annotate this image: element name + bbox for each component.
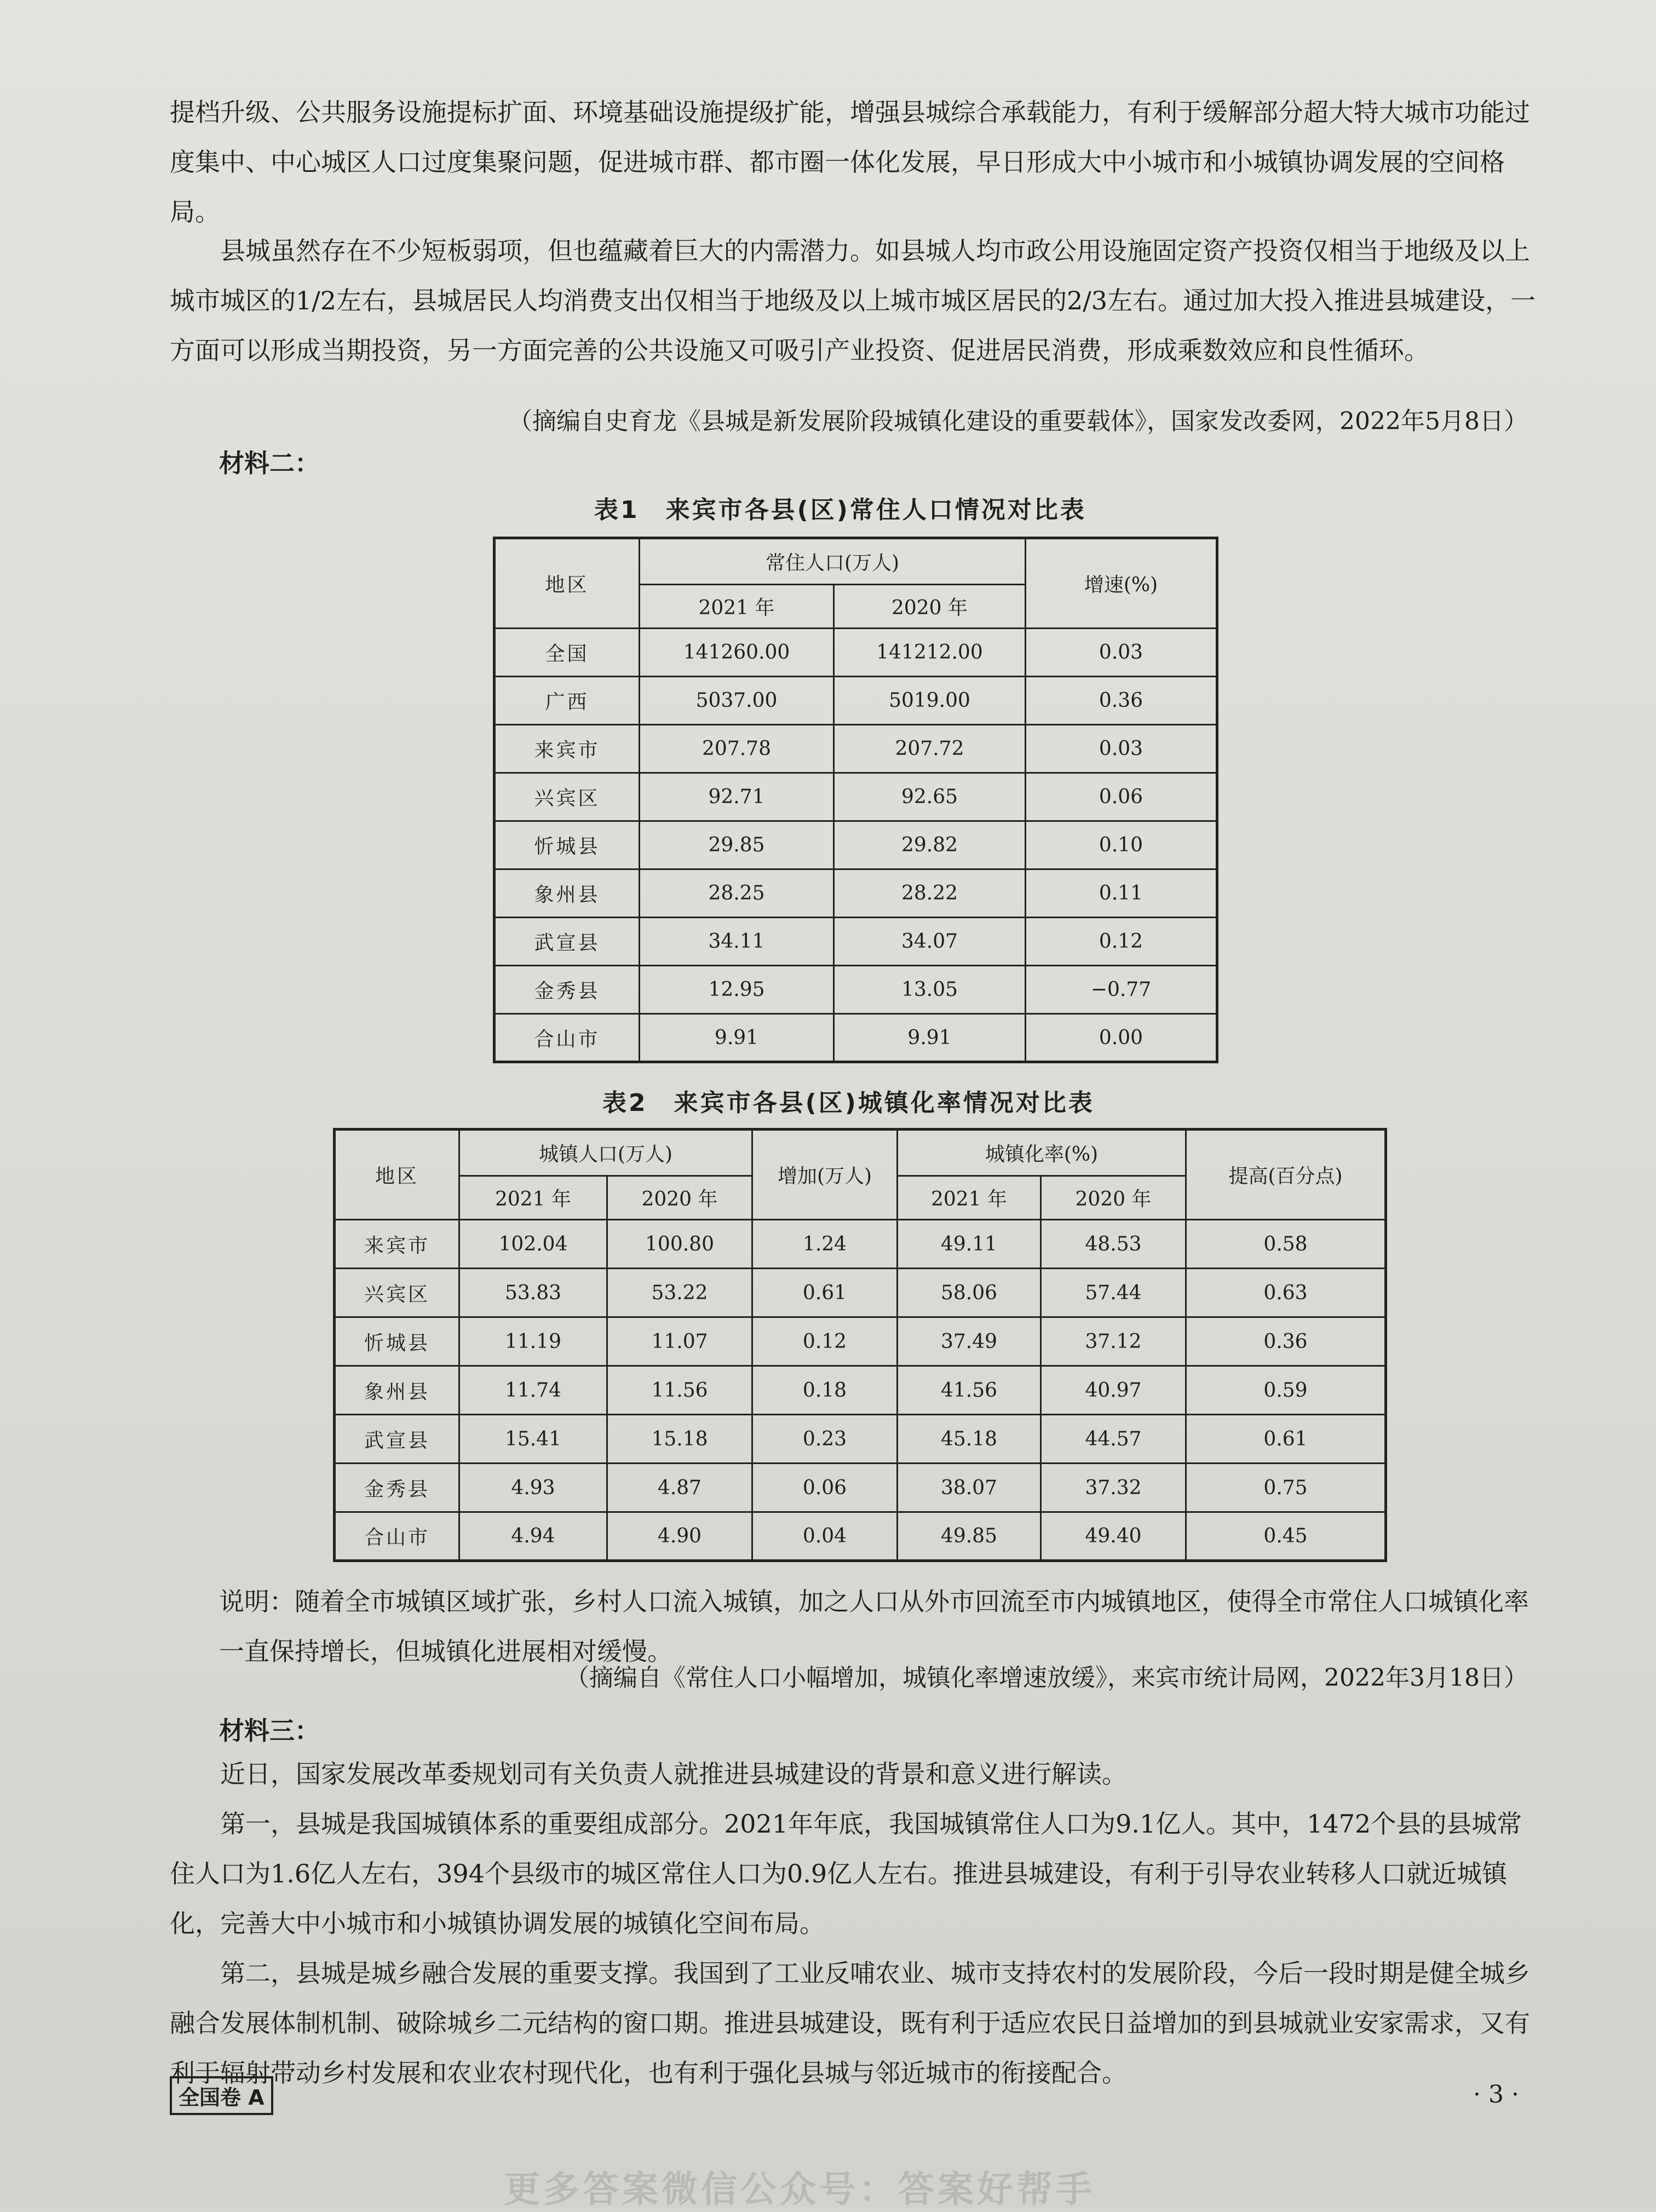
table2-cell-p2021: 102.04 (459, 1220, 607, 1269)
table2-cell-inc: 0.23 (752, 1415, 898, 1464)
table2-cell-inc: 0.06 (752, 1464, 898, 1512)
table2-header-urbanization-rate: 城镇化率(%) (898, 1130, 1186, 1176)
table-row (335, 1464, 1386, 1512)
table2-cell-r2021: 58.06 (898, 1269, 1041, 1317)
table2-cell-r2021: 41.56 (898, 1366, 1041, 1415)
table1-header-growth: 增速(%) (1026, 538, 1217, 629)
table1-cell-region: 全国 (495, 629, 640, 677)
table1-cell-y2020: 34.07 (834, 918, 1026, 966)
table1-cell-region: 象州县 (495, 869, 640, 918)
table1-cell-region: 来宾市 (495, 725, 640, 773)
table1-population (493, 537, 1218, 1063)
table1-cell-y2021: 5037.00 (640, 677, 834, 725)
table-row (495, 629, 1217, 677)
table2-cell-inc: 0.04 (752, 1512, 898, 1561)
table1-cell-region: 广西 (495, 677, 640, 725)
table2-cell-region: 兴宾区 (335, 1269, 459, 1317)
table2-cell-imp: 0.75 (1186, 1464, 1386, 1512)
table2-header-urban-population: 城镇人口(万人) (459, 1130, 752, 1176)
table2-cell-p2020: 4.87 (607, 1464, 752, 1512)
table1-cell-y2021: 12.95 (640, 966, 834, 1014)
table1-cell-growth: 0.10 (1026, 821, 1217, 869)
table1-cell-y2021: 92.71 (640, 773, 834, 821)
table2-cell-r2020: 48.53 (1041, 1220, 1186, 1269)
table1-cell-growth: 0.00 (1026, 1014, 1217, 1062)
intro-paragraph-2: 县城虽然存在不少短板弱项，但也蕴藏着巨大的内需潜力。如县城人均市政公用设施固定资产投资仅相当于地级及以上城市城区的1/2左右，县城居民人均消费支出仅相当于地级及以上城市城区居民的2/3左右。通过加大投入推进县城建设，一方面可以形成当期投资，另一方面完善的公共设施又可吸引产业投资、促进居民消费，形成乘数效应和良性循环。 (170, 236, 1536, 365)
table2-urbanization (333, 1128, 1387, 1562)
table2-cell-p2021: 15.41 (459, 1415, 607, 1464)
table1-cell-y2021: 141260.00 (640, 629, 834, 677)
table1-header-2020: 2020 年 (834, 585, 1026, 629)
table2-cell-p2020: 4.90 (607, 1512, 752, 1561)
material2-heading: 材料二： (219, 448, 320, 478)
table1-header-population: 常住人口(万人) (640, 538, 1026, 585)
table2-header-rate-2021: 2021 年 (898, 1176, 1041, 1220)
table-row (335, 1317, 1386, 1366)
table1-cell-y2021: 29.85 (640, 821, 834, 869)
table2-cell-region: 来宾市 (335, 1220, 459, 1269)
table-row (335, 1269, 1386, 1317)
table2-cell-r2020: 57.44 (1041, 1269, 1186, 1317)
material3-paragraph-3: 第二，县城是城乡融合发展的重要支撑。我国到了工业反哺农业、城市支持农村的发展阶段，今后一段时期是健全城乡融合发展体制机制、破除城乡二元结构的窗口期。推进县城建设，既有利于适应农民日益增加的到县城就业安家需求，又有利于辐射带动乡村发展和农业农村现代化，也有利于强化县城与邻近城市的衔接配合。 (170, 1958, 1530, 2088)
table2-cell-r2020: 37.12 (1041, 1317, 1186, 1366)
table1-cell-region: 忻城县 (495, 821, 640, 869)
table-row (495, 773, 1217, 821)
table2-header-increase: 增加(万人) (752, 1130, 898, 1220)
table2-cell-r2021: 49.11 (898, 1220, 1041, 1269)
table2-cell-p2021: 4.93 (459, 1464, 607, 1512)
material3-paragraph-2: 第一，县城是我国城镇体系的重要组成部分。2021年年底，我国城镇常住人口为9.1亿人。其中，1472个县的县城常住人口为1.6亿人左右，394个县级市的城区常住人口为0.9亿人左右。推进县城建设，有利于引导农业转移人口就近城镇化，完善大中小城市和小城镇协调发展的城镇化空间布局。 (170, 1809, 1522, 1938)
intro-paragraph-1: 提档升级、公共服务设施提标扩面、环境基础设施提级扩能，增强县城综合承载能力，有利于缓解部分超大特大城市功能过度集中、中心城区人口过度集聚问题，促进城市群、都市圈一体化发展，早日形成大中小城市和小城镇协调发展的空间格局。 (170, 97, 1530, 227)
table2-cell-inc: 0.12 (752, 1317, 898, 1366)
table2-cell-r2020: 49.40 (1041, 1512, 1186, 1561)
table1-cell-y2021: 9.91 (640, 1014, 834, 1062)
table2-cell-p2021: 11.74 (459, 1366, 607, 1415)
table1-cell-y2020: 28.22 (834, 869, 1026, 918)
table1-cell-growth: 0.03 (1026, 629, 1217, 677)
table2-cell-r2021: 45.18 (898, 1415, 1041, 1464)
table1-header-2021: 2021 年 (640, 585, 834, 629)
table-row (495, 1014, 1217, 1062)
table2-cell-r2020: 44.57 (1041, 1415, 1186, 1464)
material3-paragraph-1: 近日，国家发展改革委规划司有关负责人就推进县城建设的背景和意义进行解读。 (220, 1759, 1127, 1789)
table1-cell-y2021: 207.78 (640, 725, 834, 773)
table2-cell-inc: 0.61 (752, 1269, 898, 1317)
table1-cell-growth: 0.36 (1026, 677, 1217, 725)
table2-cell-p2020: 100.80 (607, 1220, 752, 1269)
table1-cell-y2020: 29.82 (834, 821, 1026, 869)
table2-cell-p2020: 15.18 (607, 1415, 752, 1464)
table1-cell-growth: −0.77 (1026, 966, 1217, 1014)
table-row (335, 1220, 1386, 1269)
table2-cell-p2020: 53.22 (607, 1269, 752, 1317)
table-row (495, 869, 1217, 918)
table2-cell-region: 忻城县 (335, 1317, 459, 1366)
table2-cell-inc: 1.24 (752, 1220, 898, 1269)
material2-note: 说明：随着全市城镇区域扩张，乡村人口流入城镇，加之人口从外市回流至市内城镇地区，使得全市常住人口城镇化率一直保持增长，但城镇化进展相对缓慢。 (219, 1587, 1529, 1666)
table1-cell-y2020: 13.05 (834, 966, 1026, 1014)
table1-cell-region: 金秀县 (495, 966, 640, 1014)
table2-cell-imp: 0.63 (1186, 1269, 1386, 1317)
table-row (495, 677, 1217, 725)
table1-cell-y2020: 207.72 (834, 725, 1026, 773)
table2-cell-region: 武宣县 (335, 1415, 459, 1464)
table2-cell-p2021: 4.94 (459, 1512, 607, 1561)
table1-cell-growth: 0.11 (1026, 869, 1217, 918)
table2-cell-imp: 0.45 (1186, 1512, 1386, 1561)
watermark-text: 更多答案微信公众号：答案好帮手 (504, 2168, 1095, 2210)
table2-cell-imp: 0.59 (1186, 1366, 1386, 1415)
table-row (335, 1366, 1386, 1415)
table2-cell-p2021: 53.83 (459, 1269, 607, 1317)
table1-cell-y2020: 141212.00 (834, 629, 1026, 677)
table2-cell-imp: 0.58 (1186, 1220, 1386, 1269)
table-row (495, 821, 1217, 869)
table2-cell-imp: 0.36 (1186, 1317, 1386, 1366)
table2-cell-imp: 0.61 (1186, 1415, 1386, 1464)
table1-header-region: 地区 (495, 538, 640, 629)
table2-cell-region: 合山市 (335, 1512, 459, 1561)
table2-cell-r2020: 40.97 (1041, 1366, 1186, 1415)
table1-cell-region: 合山市 (495, 1014, 640, 1062)
table2-cell-r2021: 38.07 (898, 1464, 1041, 1512)
table1-cell-growth: 0.06 (1026, 773, 1217, 821)
table2-cell-r2021: 37.49 (898, 1317, 1041, 1366)
table-row (495, 918, 1217, 966)
table-row (335, 1415, 1386, 1464)
table2-cell-inc: 0.18 (752, 1366, 898, 1415)
material2-source: （摘编自《常住人口小幅增加，城镇化率增速放缓》，来宾市统计局网，2022年3月18日） (565, 1664, 1528, 1692)
table1-caption: 表1 来宾市各县(区)常住人口情况对比表 (594, 496, 1086, 524)
table2-header-pop-2021: 2021 年 (459, 1176, 607, 1220)
table2-cell-p2021: 11.19 (459, 1317, 607, 1366)
page-number: · 3 · (1473, 2081, 1519, 2109)
table1-cell-region: 兴宾区 (495, 773, 640, 821)
table1-cell-y2021: 28.25 (640, 869, 834, 918)
table2-header-pop-2020: 2020 年 (607, 1176, 752, 1220)
table1-cell-growth: 0.03 (1026, 725, 1217, 773)
table1-cell-y2020: 5019.00 (834, 677, 1026, 725)
table1-cell-region: 武宣县 (495, 918, 640, 966)
exam-label: 全国卷 A (170, 2076, 273, 2115)
table2-header-improvement: 提高(百分点) (1186, 1130, 1386, 1220)
table1-cell-y2020: 9.91 (834, 1014, 1026, 1062)
intro-source: （摘编自史育龙《县城是新发展阶段城镇化建设的重要载体》，国家发改委网，2022年5月8日） (508, 407, 1528, 435)
table2-header-region: 地区 (335, 1130, 459, 1220)
material3-heading: 材料三： (219, 1716, 320, 1746)
table2-cell-region: 象州县 (335, 1366, 459, 1415)
table1-cell-y2020: 92.65 (834, 773, 1026, 821)
table2-cell-region: 金秀县 (335, 1464, 459, 1512)
table-row (495, 966, 1217, 1014)
table2-cell-r2021: 49.85 (898, 1512, 1041, 1561)
table2-cell-r2020: 37.32 (1041, 1464, 1186, 1512)
table-row (495, 725, 1217, 773)
table2-caption: 表2 来宾市各县(区)城镇化率情况对比表 (602, 1089, 1095, 1117)
table2-cell-p2020: 11.07 (607, 1317, 752, 1366)
table1-cell-y2021: 34.11 (640, 918, 834, 966)
table2-header-rate-2020: 2020 年 (1041, 1176, 1186, 1220)
table-row (335, 1512, 1386, 1561)
table2-cell-p2020: 11.56 (607, 1366, 752, 1415)
table1-cell-growth: 0.12 (1026, 918, 1217, 966)
